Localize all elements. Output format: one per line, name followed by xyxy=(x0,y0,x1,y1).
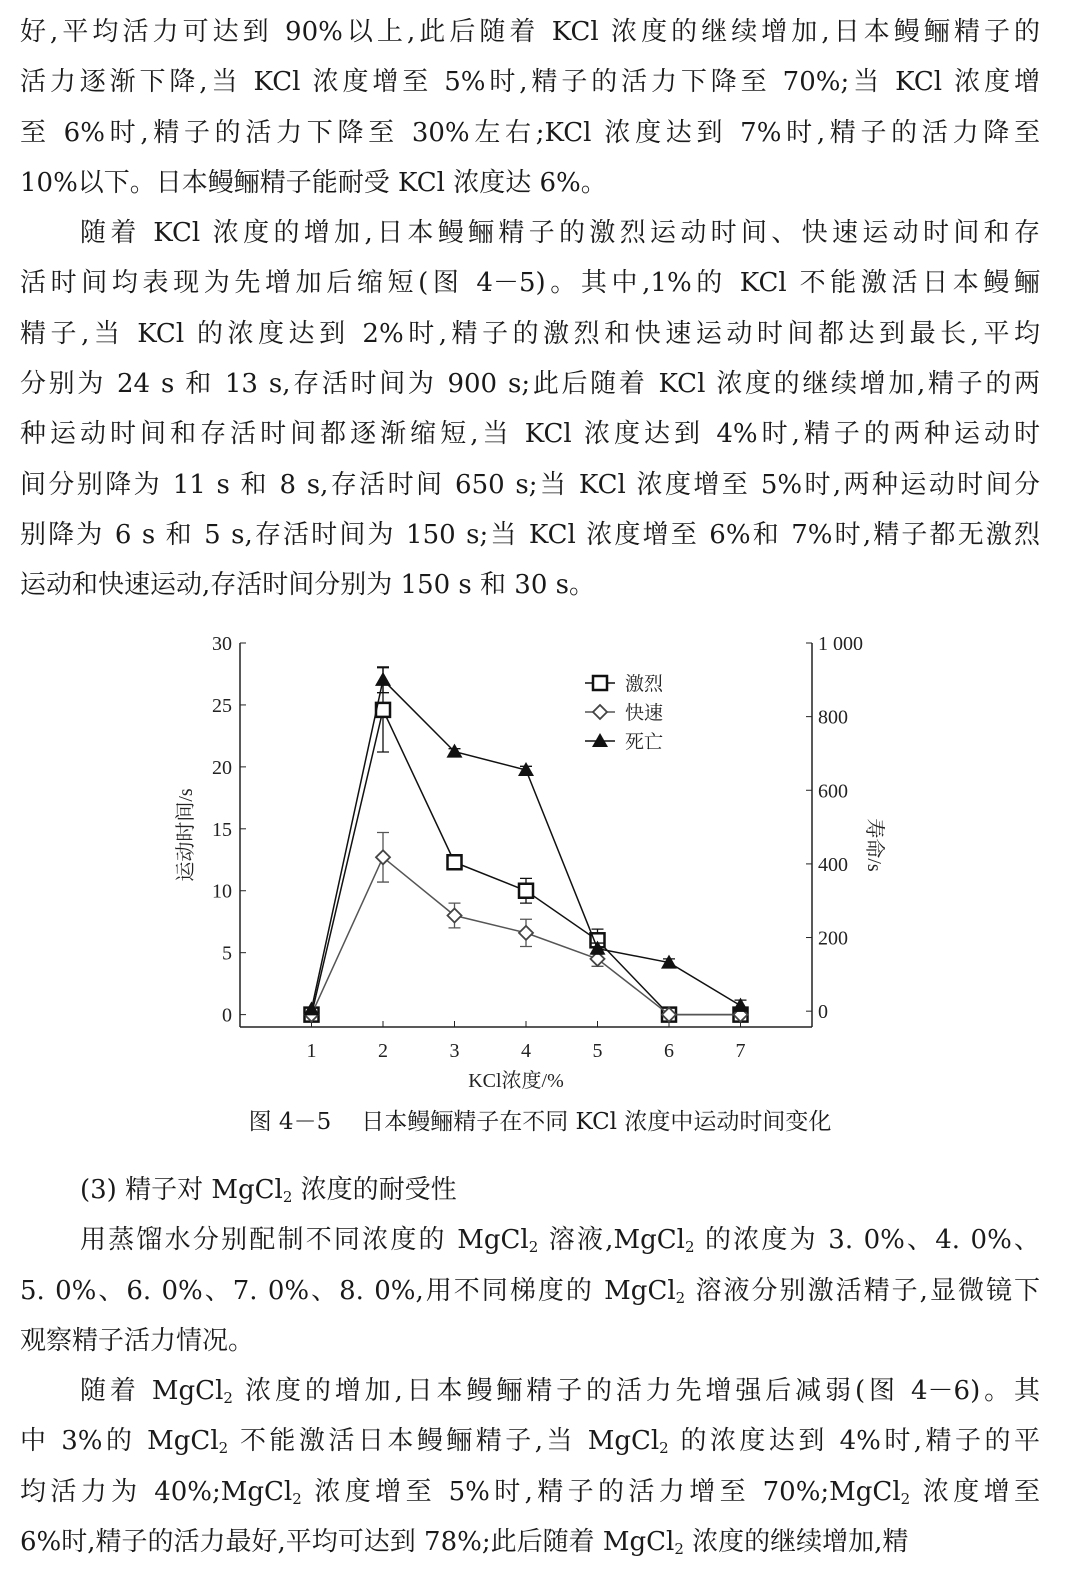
text-segment: 10%以下。日本鳗鲡精子能耐受 KCl 浓度达 6%。 xyxy=(20,167,607,198)
y-tick-label: 15 xyxy=(212,818,232,841)
y-tick-label: 0 xyxy=(222,1004,232,1027)
text-segment: 5. 0%、6. 0%、7. 0%、8. 0%,用不同梯度的 MgCl xyxy=(20,1275,676,1306)
subscript: 2 xyxy=(292,1489,302,1508)
legend-label: 激烈 xyxy=(625,674,664,695)
paragraph xyxy=(20,7,1040,208)
text-segment: 种运动时间和存活时间都逐渐缩短,当 KCl 浓度达到 4%时,精子的两种运动时 xyxy=(20,419,1040,450)
data-point-square xyxy=(448,855,462,869)
text-line xyxy=(20,258,1040,308)
text-line xyxy=(20,1467,1040,1517)
body-text-top xyxy=(20,7,1040,611)
text-segment: 间分别降为 11 s 和 8 s,存活时间 650 s;当 KCl 浓度增至 5%时,两种运动时间分 xyxy=(20,469,1040,500)
y-right-axis-label: 寿命/s xyxy=(863,818,885,872)
text-line xyxy=(20,1316,1040,1366)
paragraph xyxy=(20,1366,1040,1567)
text-segment: 浓度增至 5%时,精子的活力增至 70%;MgCl xyxy=(301,1476,901,1507)
text-segment: 浓度的继续增加,精 xyxy=(683,1527,909,1558)
text-line xyxy=(20,560,1040,610)
text-segment: 分别为 24 s 和 13 s,存活时间为 900 s;此后随着 KCl 浓度的继续增加,精子的两 xyxy=(20,369,1040,400)
y-tick-label: 30 xyxy=(212,633,232,655)
subscript: 2 xyxy=(684,1238,695,1257)
text-segment: 的浓度为 3. 0%、4. 0%、 xyxy=(694,1225,1040,1256)
text-segment: 用蒸馏水分别配制不同浓度的 MgCl xyxy=(80,1225,529,1256)
text-segment: 活时间均表现为先增加后缩短(图 4－5)。其中,1%的 KCl 不能激活日本鳗鲡 xyxy=(20,268,1040,299)
legend-marker-diamond xyxy=(593,705,607,719)
y-tick-label: 5 xyxy=(222,942,232,965)
text-line xyxy=(20,359,1040,409)
legend-marker-triangle xyxy=(592,733,608,747)
paragraph xyxy=(20,1165,1040,1215)
text-segment: 随着 MgCl xyxy=(80,1376,224,1407)
data-point-triangle xyxy=(375,672,391,686)
series-line-triangle xyxy=(312,680,741,1010)
x-tick-label: 4 xyxy=(521,1040,531,1062)
figure-caption-text: 日本鳗鲡精子在不同 KCl 浓度中运动时间变化 xyxy=(361,1109,832,1135)
text-line xyxy=(20,510,1040,560)
text-line xyxy=(20,1165,1040,1215)
text-line xyxy=(20,409,1040,459)
text-segment: 精子,当 KCl 的浓度达到 2%时,精子的激烈和快速运动时间都达到最长,平均 xyxy=(20,318,1040,349)
text-line xyxy=(20,208,1040,258)
text-line xyxy=(20,1416,1040,1466)
y-tick-label: 10 xyxy=(212,880,232,903)
subscript: 2 xyxy=(659,1439,669,1458)
paragraph xyxy=(20,1215,1040,1366)
text-line xyxy=(20,309,1040,359)
text-segment: 浓度的耐受性 xyxy=(292,1175,457,1205)
text-segment: 溶液分别激活精子,显微镜下 xyxy=(685,1275,1041,1306)
text-segment: 别降为 6 s 和 5 s,存活时间为 150 s;当 KCl 浓度增至 6%和 7%时,精子都无激烈 xyxy=(20,519,1040,550)
kcl-motility-chart xyxy=(160,625,900,1095)
legend-label: 死亡 xyxy=(625,732,664,753)
text-line xyxy=(20,1517,1040,1567)
text-segment: 均活力为 40%;MgCl xyxy=(20,1476,293,1507)
text-segment: 浓度增至 xyxy=(910,1476,1040,1507)
figure-number: 图 4－5 xyxy=(248,1109,332,1135)
text-segment: 观察精子活力情况。 xyxy=(20,1325,255,1356)
text-line xyxy=(20,1215,1040,1265)
y-right-tick-label: 800 xyxy=(818,706,848,729)
text-segment: 中 3%的 MgCl xyxy=(20,1426,219,1457)
series-line-square xyxy=(312,710,741,1015)
y-axis-label: 运动时间/s xyxy=(175,788,197,882)
y-right-tick-label: 200 xyxy=(818,927,848,950)
text-line xyxy=(20,7,1040,57)
text-segment: 6%时,精子的活力最好,平均可达到 78%;此后随着 MgCl xyxy=(20,1527,675,1558)
y-right-tick-label: 0 xyxy=(818,1001,828,1024)
text-segment: 好,平均活力可达到 90%以上,此后随着 KCl 浓度的继续增加,日本鳗鲡精子的 xyxy=(20,17,1040,47)
text-line xyxy=(20,1266,1040,1316)
text-line xyxy=(20,1366,1040,1416)
text-line xyxy=(20,108,1040,158)
text-segment: 浓度的增加,日本鳗鲡精子的活力先增强后减弱(图 4－6)。其 xyxy=(232,1376,1040,1407)
text-segment: 不能激活日本鳗鲡精子,当 MgCl xyxy=(228,1426,660,1457)
subscript: 2 xyxy=(282,1188,293,1206)
text-segment: 活力逐渐下降,当 KCl 浓度增至 5%时,精子的活力下降至 70%;当 KCl 浓度增 xyxy=(20,67,1040,98)
x-tick-label: 6 xyxy=(664,1040,674,1062)
x-tick-label: 2 xyxy=(378,1040,388,1062)
figure-caption xyxy=(0,1104,1080,1140)
subscript: 2 xyxy=(900,1489,911,1508)
x-tick-label: 1 xyxy=(306,1040,317,1062)
text-line xyxy=(20,158,1040,208)
text-segment: (3) 精子对 MgCl xyxy=(80,1175,283,1205)
y-right-tick-label: 600 xyxy=(818,780,848,803)
legend-marker-square xyxy=(593,676,607,690)
x-tick-label: 5 xyxy=(592,1040,603,1062)
y-tick-label: 20 xyxy=(212,756,232,779)
text-segment: 溶液,MgCl xyxy=(538,1225,685,1256)
data-point-square xyxy=(519,884,533,898)
text-segment: 随着 KCl 浓度的增加,日本鳗鲡精子的激烈运动时间、快速运动时间和存 xyxy=(80,218,1040,249)
text-segment: 的浓度达到 4%时,精子的平 xyxy=(668,1426,1040,1457)
y-right-tick-label: 400 xyxy=(818,853,848,876)
x-tick-label: 7 xyxy=(735,1040,746,1062)
y-right-tick-label: 1 000 xyxy=(818,633,863,655)
text-segment: 运动和快速运动,存活时间分别为 150 s 和 30 s。 xyxy=(20,570,595,601)
subscript: 2 xyxy=(528,1238,539,1257)
subscript: 2 xyxy=(223,1389,233,1408)
text-line xyxy=(20,460,1040,510)
body-text-bottom xyxy=(20,1165,1040,1567)
paragraph xyxy=(20,208,1040,610)
legend-label: 快速 xyxy=(625,703,664,724)
subscript: 2 xyxy=(674,1540,684,1559)
subscript: 2 xyxy=(218,1439,229,1458)
x-axis-label: KCl浓度/% xyxy=(468,1070,564,1092)
data-point-diamond xyxy=(519,926,533,940)
subscript: 2 xyxy=(675,1288,686,1307)
y-tick-label: 25 xyxy=(212,694,232,717)
text-segment: 至 6%时,精子的活力下降至 30%左右;KCl 浓度达到 7%时,精子的活力降至 xyxy=(20,117,1040,148)
text-line xyxy=(20,57,1040,107)
x-tick-label: 3 xyxy=(449,1040,460,1062)
